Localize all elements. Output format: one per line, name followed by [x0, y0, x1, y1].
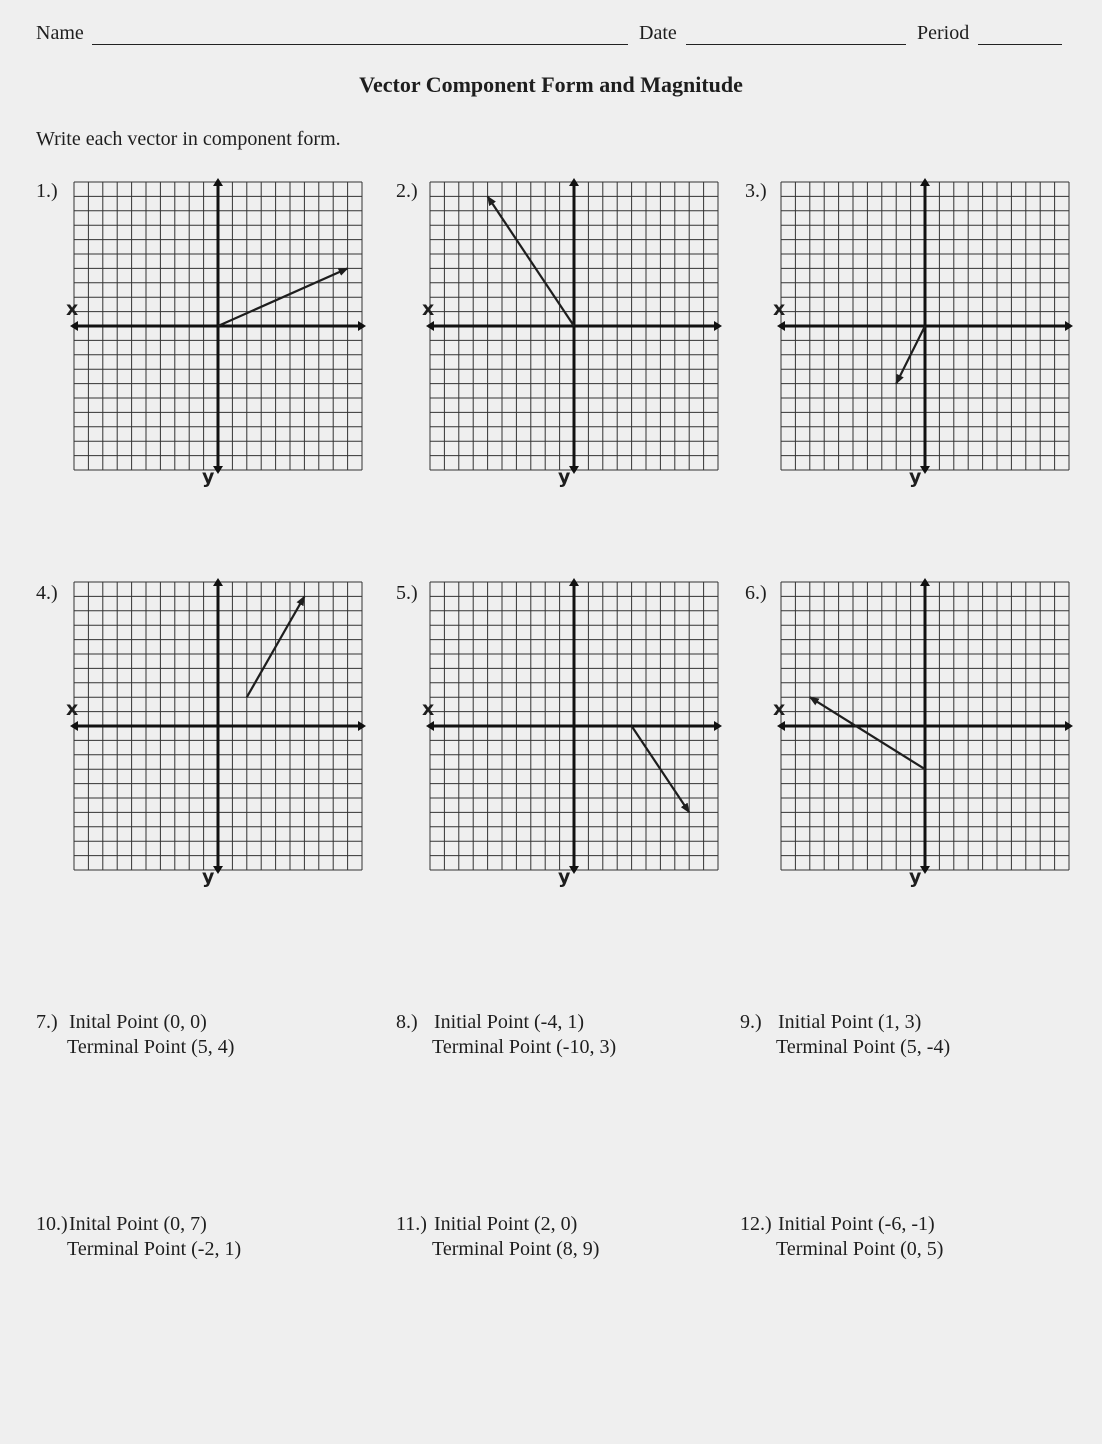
terminal-point: Terminal Point (5, -4) — [776, 1036, 951, 1058]
problem-12 — [740, 1212, 943, 1262]
initial-point: Initial Point (-6, -1) — [778, 1213, 935, 1235]
coordinate-grid-6 — [773, 580, 1071, 888]
initial-point: Initial Point (1, 3) — [778, 1011, 922, 1033]
problem-number: 12.) — [740, 1213, 772, 1235]
coordinate-grid-3 — [773, 180, 1071, 488]
graph-number: 2.) — [396, 180, 418, 202]
date-label: Date — [639, 22, 677, 44]
coordinate-grid-2 — [422, 180, 720, 488]
x-axis-label: x — [66, 298, 79, 320]
grid-svg — [428, 180, 720, 472]
problem-7 — [36, 1010, 234, 1060]
period-label: Period — [917, 22, 970, 44]
problem-number: 7.) — [36, 1011, 58, 1033]
graph-number: 6.) — [745, 582, 767, 604]
terminal-point: Terminal Point (-10, 3) — [432, 1036, 617, 1058]
graph-number: 4.) — [36, 582, 58, 604]
terminal-point: Terminal Point (0, 5) — [776, 1238, 944, 1260]
page-title: Vector Component Form and Magnitude — [359, 72, 743, 97]
grid-svg — [428, 580, 720, 872]
problem-11 — [396, 1212, 599, 1262]
problem-number: 10.) — [36, 1213, 68, 1235]
problem-number: 9.) — [740, 1011, 762, 1033]
initial-point: Initial Point (2, 0) — [434, 1213, 578, 1235]
graph-number: 3.) — [745, 180, 767, 202]
terminal-point: Terminal Point (8, 9) — [432, 1238, 600, 1260]
grid-svg — [779, 180, 1071, 472]
instructions: Write each vector in component form. — [36, 128, 341, 150]
y-axis-label: y — [558, 466, 571, 488]
terminal-point: Terminal Point (-2, 1) — [67, 1238, 242, 1260]
x-axis-label: x — [422, 698, 435, 720]
name-field[interactable] — [92, 44, 628, 45]
name-label: Name — [36, 22, 84, 44]
coordinate-grid-5 — [422, 580, 720, 888]
x-axis-label: x — [773, 298, 786, 320]
problem-number: 11.) — [396, 1213, 427, 1235]
grid-svg — [72, 580, 364, 872]
initial-point: Inital Point (0, 0) — [69, 1011, 207, 1033]
graph-number: 1.) — [36, 180, 58, 202]
initial-point: Inital Point (0, 7) — [69, 1213, 207, 1235]
coordinate-grid-4 — [66, 580, 364, 888]
graph-number: 5.) — [396, 582, 418, 604]
terminal-point: Terminal Point (5, 4) — [67, 1036, 235, 1058]
x-axis-label: x — [773, 698, 786, 720]
date-field[interactable] — [686, 44, 906, 45]
y-axis-label: y — [202, 866, 215, 888]
y-axis-label: y — [909, 866, 922, 888]
problem-10 — [36, 1212, 241, 1262]
y-axis-label: y — [202, 466, 215, 488]
coordinate-grid-1 — [66, 180, 364, 488]
grid-svg — [72, 180, 364, 472]
grid-svg — [779, 580, 1071, 872]
problem-number: 8.) — [396, 1011, 418, 1033]
y-axis-label: y — [909, 466, 922, 488]
problem-8 — [396, 1010, 616, 1060]
problem-9 — [740, 1010, 950, 1060]
x-axis-label: x — [422, 298, 435, 320]
x-axis-label: x — [66, 698, 79, 720]
y-axis-label: y — [558, 866, 571, 888]
initial-point: Initial Point (-4, 1) — [434, 1011, 584, 1033]
period-field[interactable] — [978, 44, 1062, 45]
